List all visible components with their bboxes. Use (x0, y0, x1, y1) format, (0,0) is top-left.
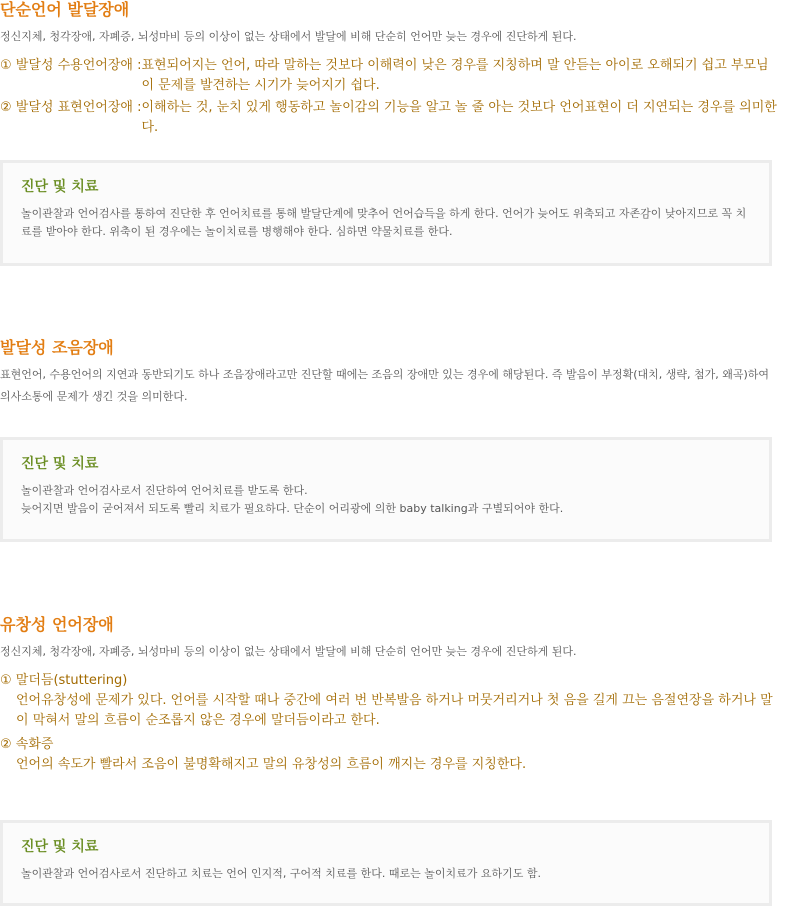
diagnosis-box (0, 437, 772, 542)
section-title: 발달성 조음장애 (0, 338, 114, 357)
section-description: 표현언어, 수용언어의 지연과 동반되기도 하나 조음장애라고만 진단할 때에는 조음의 장애만 있는 경우에 해당된다. 즉 발음이 부정확(대치, 생략, 첨가, 왜곡)하여 의사소통에 문제가 생긴 것을 의미한다. (0, 368, 770, 403)
section-title: 유창성 언어장애 (0, 615, 114, 634)
item-text: 언어의 속도가 빨라서 조음이 불명확해지고 말의 유창성의 흐름이 깨지는 경우를 지칭한다. (16, 757, 527, 772)
box-title: 진단 및 치료 (21, 179, 99, 195)
item-text: 표현되어지는 언어, 따라 말하는 것보다 이해력이 낮은 경우를 지칭하며 말 안듣는 아이로 오해되기 쉽고 부모님이 문제를 발견하는 시기가 늦어지기 쉽다. (141, 58, 769, 93)
box-title: 진단 및 치료 (21, 456, 99, 472)
section-description: 정신지체, 청각장애, 자폐증, 뇌성마비 등의 이상이 없는 상태에서 발달에 비해 단순히 언어만 늦는 경우에 진단하게 된다. (0, 645, 577, 658)
list-item (0, 98, 780, 138)
list-item (0, 735, 780, 775)
item-label: ② 발달성 표현언어장애 : (0, 100, 142, 115)
box-text: 놀이관찰과 언어검사로서 진단하여 언어치료를 받도록 한다. (21, 484, 308, 497)
section-title: 단순언어 발달장애 (0, 0, 130, 19)
item-text: 이해하는 것, 눈치 있게 행동하고 놀이감의 기능을 알고 놀 줄 아는 것보다 언어표현이 더 지연되는 경우를 의미한다. (141, 100, 777, 135)
item-label: ② 속화증 (0, 737, 54, 752)
section-articulation-disorder (0, 338, 780, 408)
item-text: 언어유창성에 문제가 있다. 언어를 시작할 때나 중간에 여러 번 반복발음 하거나 머뭇거리거나 첫 음을 길게 끄는 음절연장을 하거나 말이 막혀서 말의 흐름이 순조롭지 않은 경우에 말더듬이라고 한다. (16, 693, 773, 728)
box-text: 놀이관찰과 언어검사를 통하여 진단한 후 언어치료를 통해 발달단계에 맞추어 언어습득을 하게 한다. 언어가 늦어도 위축되고 자존감이 낮아지므로 꼭 치료를 받아야 한다. 위축이 된 경우에는 놀이치료를 병행해야 한다. 심하면 약물치료를 한다. (21, 207, 747, 238)
box-text: 늦어지면 발음이 굳어져서 되도록 빨리 치료가 필요하다. 단순이 어리광에 의한 baby talking과 구별되어야 한다. (21, 502, 564, 515)
section-description: 정신지체, 청각장애, 자폐증, 뇌성마비 등의 이상이 없는 상태에서 발달에 비해 단순히 언어만 늦는 경우에 진단하게 된다. (0, 30, 577, 43)
list-item (0, 56, 780, 96)
item-label: ① 발달성 수용언어장애 : (0, 58, 142, 73)
item-label: ① 말더듬(stuttering) (0, 673, 128, 688)
section-simple-language-delay (0, 0, 780, 138)
box-title: 진단 및 치료 (21, 839, 99, 855)
section-fluency-disorder (0, 615, 780, 775)
list-item (0, 671, 780, 731)
diagnosis-box (0, 820, 772, 906)
box-text: 놀이관찰과 언어검사로서 진단하고 치료는 언어 인지적, 구어적 치료를 한다. 때로는 놀이치료가 요하기도 함. (21, 867, 541, 880)
diagnosis-box (0, 160, 772, 266)
